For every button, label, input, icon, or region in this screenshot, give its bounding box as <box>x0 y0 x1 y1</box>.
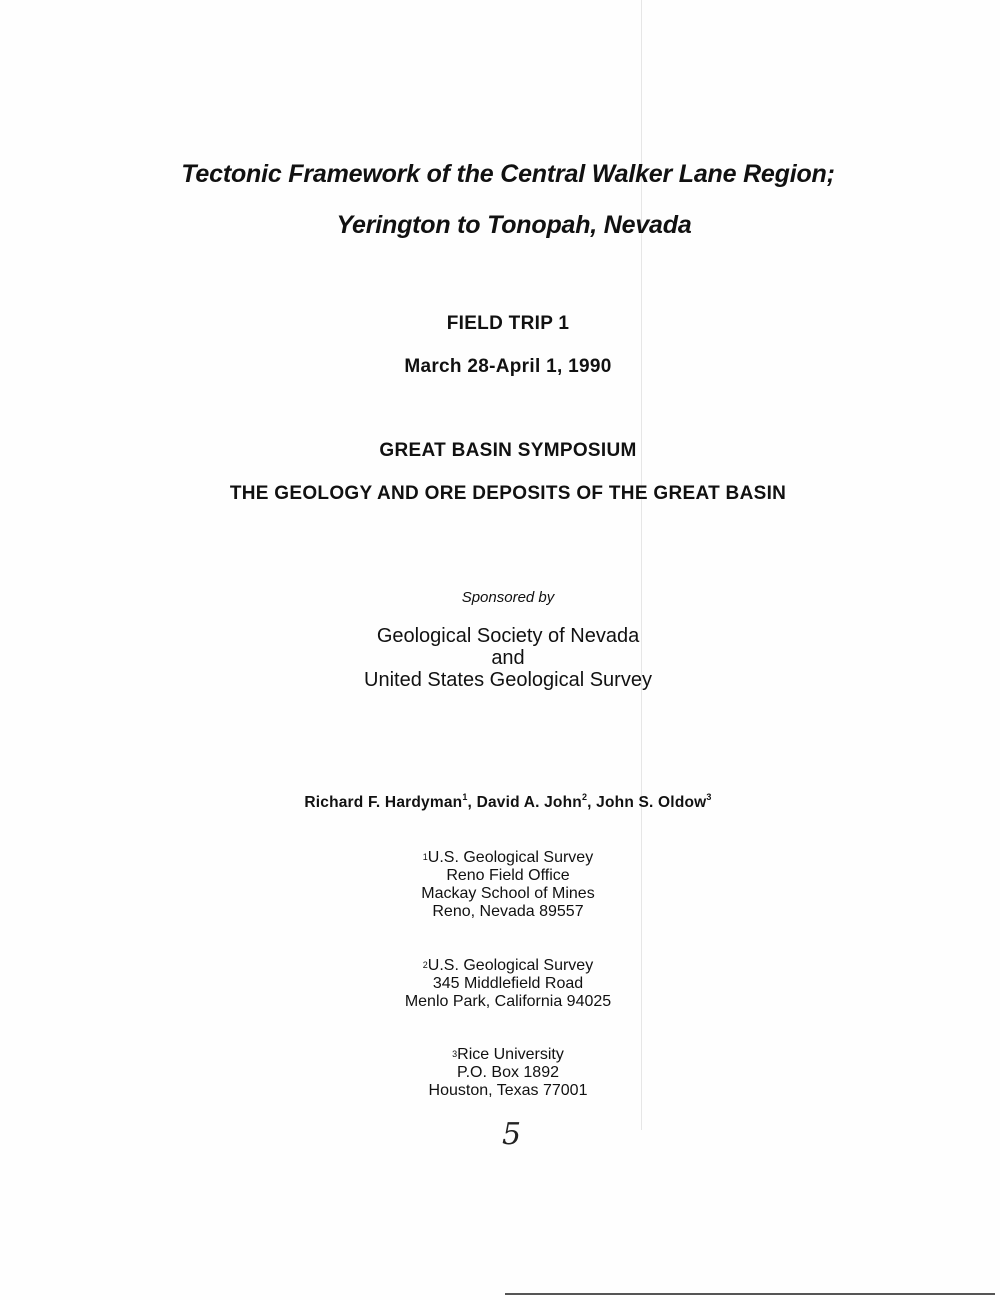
affiliation-mark: 1 <box>462 792 468 802</box>
affiliation-mark: 2 <box>581 792 588 802</box>
sponsor-line: United States Geological Survey <box>364 669 652 691</box>
affiliation-line: P.O. Box 1892 <box>457 1064 559 1081</box>
affiliation-block <box>8 957 1000 1011</box>
affiliation-mark: 3 <box>706 792 712 802</box>
sponsor-line: Geological Society of Nevada <box>376 625 640 647</box>
author-name: Richard F. Hardyman <box>304 794 463 811</box>
author-separator: , <box>587 794 597 811</box>
affiliation-mark: 3 <box>452 1049 458 1059</box>
sponsored-by-label: Sponsored by <box>461 589 555 606</box>
handwritten-page-number <box>498 1118 528 1148</box>
affiliation-line: Reno Field Office <box>446 867 570 884</box>
field-trip-label: FIELD TRIP 1 <box>446 313 570 334</box>
affiliation-block <box>8 1046 1000 1100</box>
affiliation-mark: 2 <box>422 960 428 970</box>
affiliation-block <box>8 849 1000 921</box>
bottom-rule <box>505 1293 995 1295</box>
symposium-name: GREAT BASIN SYMPOSIUM <box>379 440 637 461</box>
affiliation-line: $^1$U.S. Geological Survey <box>422 849 594 866</box>
affiliation-mark: 1 <box>422 852 428 862</box>
affiliation-line: Houston, Texas 77001 <box>428 1082 588 1099</box>
affiliation-line: $^3$Rice University <box>452 1046 564 1063</box>
affiliation-line: Reno, Nevada 89557 <box>432 903 584 920</box>
author-name: David A. John <box>476 794 582 811</box>
affiliation-line: $^2$U.S. Geological Survey <box>422 957 594 974</box>
field-trip-dates: March 28-April 1, 1990 <box>404 356 612 377</box>
author-list <box>8 794 1000 812</box>
sponsor-line: and <box>491 647 525 669</box>
author-separator: , <box>467 794 477 811</box>
symposium-subtitle: THE GEOLOGY AND ORE DEPOSITS OF THE GREAT BASIN <box>229 483 787 504</box>
sponsor-block <box>8 625 1000 691</box>
affiliation-line: Menlo Park, California 94025 <box>404 993 612 1010</box>
document-title-line-1: Tectonic Framework of the Central Walker Lane Region; <box>181 160 835 188</box>
affiliation-line: Mackay School of Mines <box>421 885 595 902</box>
document-title-line-2: Yerington to Tonopah, Nevada <box>336 211 692 239</box>
affiliation-line: 345 Middlefield Road <box>432 975 584 992</box>
author-name: John S. Oldow <box>596 794 707 811</box>
page-number-text: 5 <box>502 1118 522 1148</box>
